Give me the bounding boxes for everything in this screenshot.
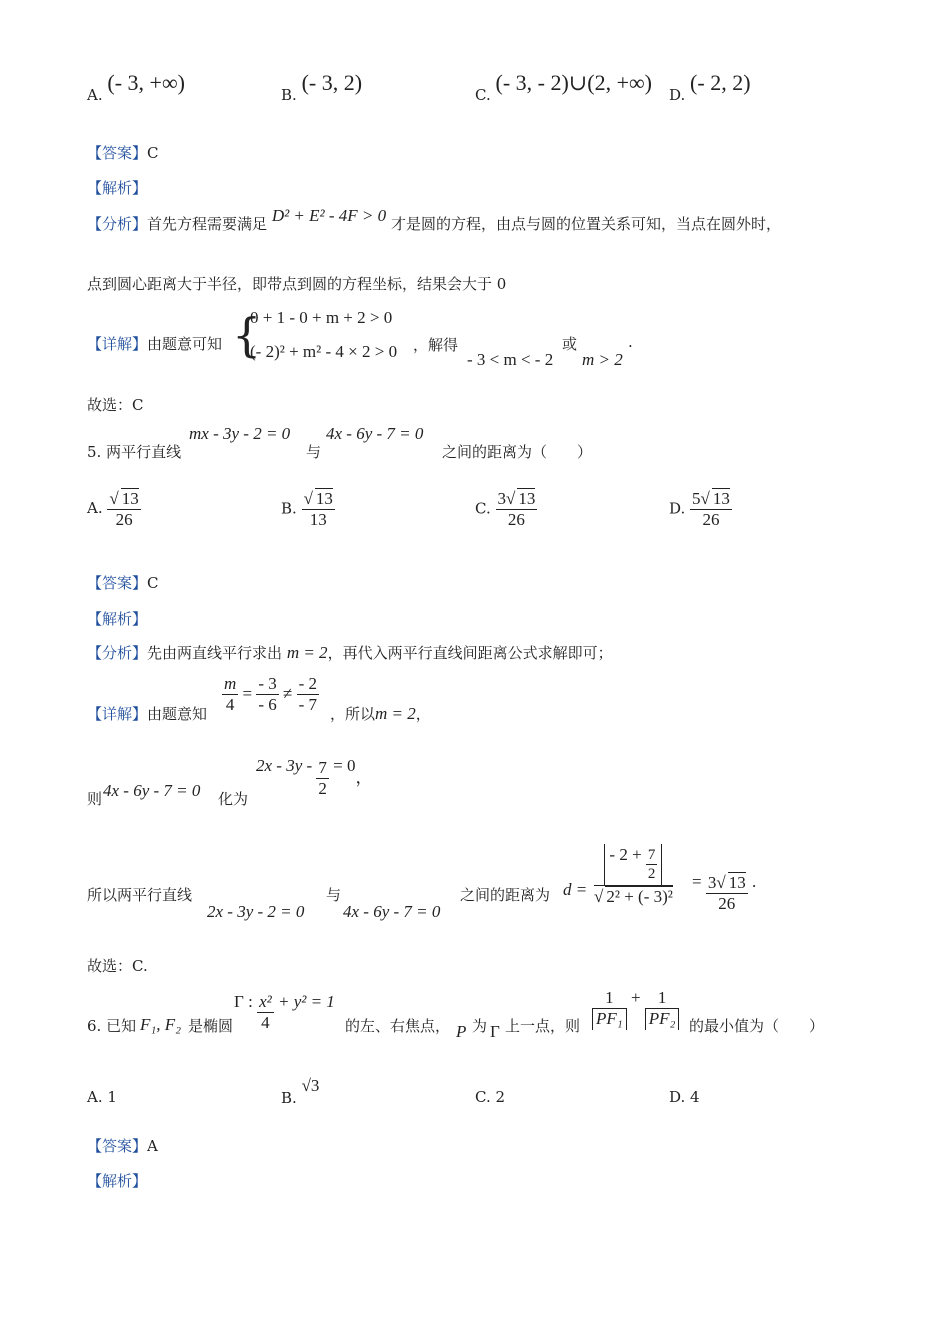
q4-end-dot: . — [628, 333, 633, 351]
q5-then-pre: 则 — [87, 790, 103, 808]
q4-option-c-math: (- 3, - 2)∪(2, +∞) — [495, 70, 652, 95]
q6-answer: 【答案】A — [87, 1137, 158, 1155]
q5-dist-pre: 所以两平行直线 — [87, 886, 193, 904]
q5-dist-line1: 2x - 3y - 2 = 0 — [207, 902, 305, 921]
q6-option-d: D. 4 — [669, 1088, 700, 1106]
q4-system-line1: 0 + 1 - 0 + m + 2 > 0 — [250, 308, 393, 327]
q4-detail-lead: 【详解】由题意可知 — [87, 335, 223, 353]
q5-dist-mid: 之间的距离为 — [460, 886, 551, 904]
q6-option-c: C. 2 — [475, 1088, 506, 1106]
q4-fenxi: 【分析】首先方程需要满足 D² + E² - 4F > 0 才是圆的方程，由点与圆的位置关系可知，当点在圆外时， — [87, 206, 781, 233]
q5-dist-line2: 4x - 6y - 7 = 0 — [343, 902, 441, 921]
q5-stem-post: 之间的距离为（ ） — [442, 443, 593, 461]
q4-fenxi-line2: 点到圆心距离大于半径，即带点到圆的方程坐标，结果会大于 0 — [87, 275, 507, 293]
q6-foci: F₁, F₂ — [140, 1015, 182, 1034]
q5-huawei: 化为 — [218, 790, 249, 808]
q4-option-b: B. (- 3, 2) — [281, 70, 363, 104]
q5-option-c: C. $\frac{3√ 13}{26}$ — [475, 489, 536, 530]
q5-option-a-frac: $\frac{√ 13}{26}$ — [109, 489, 139, 530]
q5-option-a: A. $\frac{√ 13}{26}$ — [87, 489, 139, 530]
q5-dist-yu: 与 — [326, 886, 342, 904]
q4-option-a-math: (- 3, +∞) — [107, 70, 185, 95]
q4-detail-mid: ，解得 — [413, 336, 459, 354]
q4-option-a: A. (- 3, +∞) — [87, 70, 185, 104]
q5-option-b: B. $\frac{√ 13}{13}$ — [281, 489, 333, 530]
q5-yu: 与 — [306, 443, 322, 461]
q6-stem-mid: 的左、右焦点， — [345, 1017, 451, 1035]
q6-p: P — [456, 1022, 467, 1041]
q4-system-line2: (- 2)² + m² - 4 × 2 > 0 — [250, 342, 398, 361]
q5-line2: 4x - 6y - 7 = 0 — [326, 424, 424, 443]
q5-then-line: 4x - 6y - 7 = 0 — [103, 781, 201, 800]
q5-detail-lead: 【详解】由题意知 — [87, 705, 208, 723]
q4-fenxi-math: D² + E² - 4F > 0 — [271, 206, 387, 225]
q5-fenxi: 【分析】先由两直线平行求出 m = 2，再代入两平行直线间距离公式求解即可； — [87, 643, 613, 662]
q5-result: = $\frac{3√ 13}{26}$ . — [692, 872, 757, 914]
q5-option-d-frac: $\frac{5√ 13}{26}$ — [692, 489, 730, 530]
q5-new-line: 2x - 3y - $\frac{7}{2}$ = 0， — [256, 755, 373, 799]
q5-detail-fractions: $\frac{m}{4}$ = $\frac{- 3}{- 6}$ ≠ $\frac{- 2}{- 7}$ — [224, 674, 318, 715]
q4-sol1: - 3 < m < - 2 — [467, 350, 554, 369]
q6-analysis-tag: 【解析】 — [87, 1172, 148, 1190]
q4-system-brace: { — [232, 308, 262, 362]
q4-option-d: D. (- 2, 2) — [669, 70, 751, 104]
q5-stem-pre: 5. 两平行直线 — [87, 443, 182, 461]
q6-stem-mid2: 上一点，则 — [505, 1017, 581, 1035]
q6-stem-pre: 6. 已知 — [87, 1017, 137, 1035]
q4-sol2: m > 2 — [582, 350, 623, 369]
q5-d-eq: d = — [563, 880, 588, 899]
q4-choose: 故选：C — [87, 396, 144, 414]
q5-option-c-frac: $\frac{3√ 13}{26}$ — [497, 489, 536, 530]
q5-detail-post: ，所以m = 2， — [330, 704, 431, 723]
q4-analysis-tag: 【解析】 — [87, 179, 148, 197]
q5-answer: 【答案】C — [87, 574, 159, 592]
q6-stem-post: 的最小值为（ ） — [689, 1017, 825, 1035]
q6-is-ellipse: 是椭圆 — [188, 1017, 234, 1035]
q5-line1: mx - 3y - 2 = 0 — [189, 424, 291, 443]
q4-or: 或 — [562, 335, 578, 353]
q6-option-a: A. 1 — [87, 1088, 117, 1106]
q5-option-b-frac: $\frac{√ 13}{13}$ — [303, 489, 333, 530]
q4-option-c: C. (- 3, - 2)∪(2, +∞) — [475, 70, 652, 104]
q5-option-d: D. $\frac{5√ 13}{26}$ — [669, 489, 730, 530]
q4-option-b-math: (- 3, 2) — [301, 70, 363, 95]
q6-option-b: B. √3 — [281, 1076, 320, 1107]
q6-gamma2: Γ — [490, 1022, 500, 1041]
q4-option-d-math: (- 2, 2) — [690, 70, 751, 95]
q6-wei: 为 — [472, 1017, 488, 1035]
answer-tag: 【答案】 — [87, 144, 148, 162]
q6-expression: $\frac{1}{\text{PF₁}}$ + $\frac{1}{\text{PF₂}}$ — [592, 988, 679, 1030]
q5-choose: 故选：C. — [87, 957, 148, 975]
q5-analysis-tag: 【解析】 — [87, 610, 148, 628]
q5-distance-frac: - 2 + $\frac{7}{2}$ √ 2² + (- 3)² — [594, 845, 673, 906]
q4-answer: 【答案】C — [87, 144, 159, 162]
q6-ellipse-eq: Γ : $\frac{\text{x²}}{4}$ + y² = 1 — [234, 991, 335, 1033]
